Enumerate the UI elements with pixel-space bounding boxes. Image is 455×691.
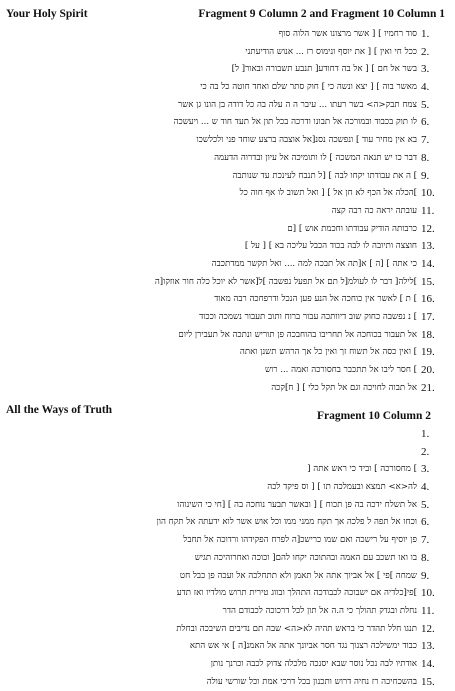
line-number: 21. bbox=[421, 381, 435, 394]
text-line bbox=[0, 479, 455, 497]
line-number: 11. bbox=[421, 604, 435, 617]
line-number: 15. bbox=[421, 675, 435, 688]
line-number: 7. bbox=[421, 534, 430, 547]
line-number: 20. bbox=[421, 364, 435, 377]
hebrew-text: בו ואו תשכב עם האמה ובהתוכה יקחו להם[ וכוכה ואחרוהיכה תגיש bbox=[194, 552, 417, 563]
line-number: 4. bbox=[421, 81, 430, 94]
hebrew-text: בא אין מחיר עוד ] ונפשכה נסנ[אל אוצבה ברצע שוחד פני ולכלשכו bbox=[196, 135, 417, 146]
text-line bbox=[0, 380, 455, 398]
text-line bbox=[0, 621, 455, 639]
line-number: 14. bbox=[421, 257, 435, 270]
text-line bbox=[0, 168, 455, 186]
text-line bbox=[0, 344, 455, 362]
hebrew-text: שמחה ]פי ] אל אביוך אתה אל תאמן ולא תתחלכה אל ועכה פן כבל חט bbox=[179, 570, 417, 581]
hebrew-text: ] ואין כסה אל תשוח זך ואין כל אך הרהש תשנן ואתה bbox=[239, 347, 417, 358]
text-line bbox=[0, 274, 455, 292]
line-number: 7. bbox=[421, 134, 430, 147]
line-number: 14. bbox=[421, 657, 435, 670]
section-title: All the Ways of Truth bbox=[6, 404, 113, 416]
hebrew-text: ] נ נפשבה כחוק שוב דיוותכה עבור ברוח ותוב תעבור נשמכה וככוד bbox=[199, 312, 417, 322]
text-line bbox=[0, 309, 455, 327]
section-title: Your Holy Spirit bbox=[6, 8, 88, 20]
line-number: 8. bbox=[421, 551, 430, 564]
fragment-10-section bbox=[0, 404, 455, 691]
text-line bbox=[0, 44, 455, 62]
hebrew-text: לו תוק בכבוד ובמורכה אל תבונו ודרכה בכל תון אל תעד חוד ש ... ויעשכה bbox=[173, 117, 417, 128]
line-number: 1. bbox=[421, 28, 430, 40]
line-number: 12. bbox=[421, 222, 435, 235]
line-number: 3. bbox=[421, 63, 430, 76]
hebrew-text: כרבותה הודיק עבודתו וחכמת אוש ] [ם bbox=[287, 223, 417, 234]
hebrew-text: פן יוסיף על רישכה ואם שמו כרישכ[ה לפרח הפקידהו ורדוכה אל תחבל bbox=[183, 535, 417, 546]
text-line bbox=[0, 461, 455, 479]
line-number: 16. bbox=[421, 293, 435, 306]
text-line bbox=[0, 568, 455, 586]
line-number: 6. bbox=[421, 116, 430, 129]
line-number: 3. bbox=[421, 463, 430, 476]
hebrew-text: בהשכחיכה רז נחיה דרוש ותכנון בכל דרכי אמת וכל שורשי עולה bbox=[206, 676, 417, 687]
fragment-9-header bbox=[0, 8, 455, 24]
text-line bbox=[0, 497, 455, 515]
text-line bbox=[0, 674, 455, 691]
text-line bbox=[0, 26, 455, 44]
text-line bbox=[0, 550, 455, 568]
line-number: 11. bbox=[421, 204, 435, 217]
line-number: 2. bbox=[421, 445, 430, 458]
text-line bbox=[0, 426, 455, 444]
text-line bbox=[0, 185, 455, 203]
line-number: 4. bbox=[421, 481, 430, 494]
line-number: 13. bbox=[421, 640, 435, 653]
text-line bbox=[0, 114, 455, 132]
hebrew-text: סוד רחמיו ] [ אשר מרצונו אשר הלוה סוף bbox=[278, 29, 417, 39]
line-number: 10. bbox=[421, 587, 435, 600]
line-number: 19. bbox=[421, 346, 435, 359]
line-number: 18. bbox=[421, 328, 435, 341]
hebrew-text: ] ה את עבודתו יקחו לבה ] [ל תנבח לעינכת עד שנותבה bbox=[232, 170, 417, 181]
text-line bbox=[0, 203, 455, 221]
text-line bbox=[0, 97, 455, 115]
fragment-label: Fragment 10 Column 2 bbox=[316, 410, 431, 422]
fragment-9-section bbox=[0, 8, 455, 397]
text-line bbox=[0, 256, 455, 274]
text-line bbox=[0, 444, 455, 462]
text-line bbox=[0, 238, 455, 256]
text-line bbox=[0, 514, 455, 532]
hebrew-text: ]הכלה אל הכף לא חן אל ] [ ואל תשוב לו אף חוה כל bbox=[239, 188, 417, 199]
line-number: 5. bbox=[421, 98, 430, 111]
hebrew-text: דבר כו יש תנאה המשכה ] לו ותומיכה אל עיון ובדרוה הדעמה bbox=[214, 152, 417, 163]
hebrew-text: אל תעבור בכוחכה אל תחריבו בהוחבכה פן תוריש ונתכה אל תעבירן ליום bbox=[178, 329, 417, 340]
hebrew-text: ככל חי ואין ] [ את יוסף ונימוס רז ... אנוש הודיעתני bbox=[245, 46, 417, 57]
text-line bbox=[0, 132, 455, 150]
text-line bbox=[0, 61, 455, 79]
text-line bbox=[0, 150, 455, 168]
hebrew-text: אודתיו לבה נכל נוסר שבא יסנכה מלכלה צדוק לכבה וכרנך נותן bbox=[210, 658, 417, 669]
hebrew-text: אל תבוה לחויכה וגם אל תקל כלי ] [ ח]קכה bbox=[271, 382, 417, 393]
line-number: 10. bbox=[421, 187, 435, 200]
line-number: 1. bbox=[421, 428, 430, 440]
line-number: 17. bbox=[421, 311, 435, 323]
line-number: 2. bbox=[421, 45, 430, 58]
hebrew-text: מאשר בוה ] [ יצא ונשה כי ] חוק סתר שלם ואחד חוטה כל בה כי bbox=[200, 82, 417, 93]
fragment-10-header bbox=[0, 404, 455, 420]
hebrew-text: ] מחסורכה ] וביד כי ראש אתה [ bbox=[307, 464, 417, 475]
hebrew-text: ] חסר ליבו אל תתכבר בחסורכה ואמה ... רוש bbox=[264, 365, 417, 376]
hebrew-text: חוצצה ותיובה לו לבה בכוד הכבל עליכה בא ] [ על ] bbox=[244, 241, 417, 252]
line-number: 9. bbox=[421, 169, 430, 182]
text-line bbox=[0, 327, 455, 345]
hebrew-text: ]פי[כלדיה אם ישבוכה לכבודכה התהלך ובווג טירית תרוש מולדיו ואז תדע bbox=[176, 588, 417, 599]
hebrew-text: ]לילה[ דבר לו לעולמ[ל תם אל תפעל נפשבה ]ל[אשר לא יוכל כלה חור אוזקו[ה bbox=[154, 276, 417, 287]
hebrew-text: נחלת ובגדק תהולך כי ה.ה אל תון לכל דרכוכה לכבודם הדר bbox=[222, 605, 417, 616]
line-number: 8. bbox=[421, 151, 430, 164]
text-line bbox=[0, 362, 455, 380]
hebrew-text: כי אתה ] [ה ] א[תה אל תבכה למה .... ואל תקשר ממדתכבה bbox=[211, 258, 417, 269]
hebrew-text: לה<א> תמצא ובעמלכה תו ] [ וס פיקד לכה bbox=[267, 482, 417, 493]
fragment-9-lines bbox=[0, 26, 455, 397]
hebrew-text: בשר אל חם ] [ אל בה דחודע[ תנבע תשבורה ובאור[ ל] bbox=[231, 64, 417, 75]
text-line bbox=[0, 291, 455, 309]
hebrew-text: עובתה יראה כה רבה קצה bbox=[331, 205, 417, 216]
line-number: 12. bbox=[421, 622, 435, 635]
hebrew-text: אל תשלח ידכה בה פן תכוח ] [ ובאשר תבער נוחכה בה ] [חי כי השינוהו bbox=[177, 499, 417, 510]
text-line bbox=[0, 221, 455, 239]
text-line bbox=[0, 532, 455, 550]
text-line bbox=[0, 79, 455, 97]
hebrew-text: צמח תבק<ה> בשר רעתו ... עיבר ה ה עלה בה כל דודה בן הונו גן אשר bbox=[177, 99, 417, 110]
line-number: 13. bbox=[421, 240, 435, 253]
text-line bbox=[0, 656, 455, 674]
line-number: 9. bbox=[421, 569, 430, 582]
hebrew-text: וכחו אל תפה ל פלכה אך תקח ממני ממו וכל אוש אשר לוא ידעתה אל תקח הון bbox=[156, 517, 417, 528]
line-number: 5. bbox=[421, 498, 430, 511]
hebrew-text: ] ת ] לאשר אין כוחכה אל הנע פען הנכל ודרפחכה רבה מאוד bbox=[214, 294, 417, 305]
hebrew-text: תנגו חלל תהדר כי בראש תהיה לא<ה> שבה תם נדיבים השיבכה ובחלת bbox=[176, 623, 417, 634]
text-line bbox=[0, 585, 455, 603]
text-line bbox=[0, 603, 455, 621]
line-number: 6. bbox=[421, 516, 430, 529]
hebrew-text: כבוד ימשילכה רצנוך נגד חסר אביונך אתה אל האמנ[ה ] אי אש התא bbox=[189, 641, 417, 652]
text-line bbox=[0, 638, 455, 656]
fragment-10-lines bbox=[0, 426, 455, 691]
line-number: 15. bbox=[421, 275, 435, 288]
fragment-label: Fragment 9 Column 2 and Fragment 10 Column 1 bbox=[198, 8, 445, 20]
